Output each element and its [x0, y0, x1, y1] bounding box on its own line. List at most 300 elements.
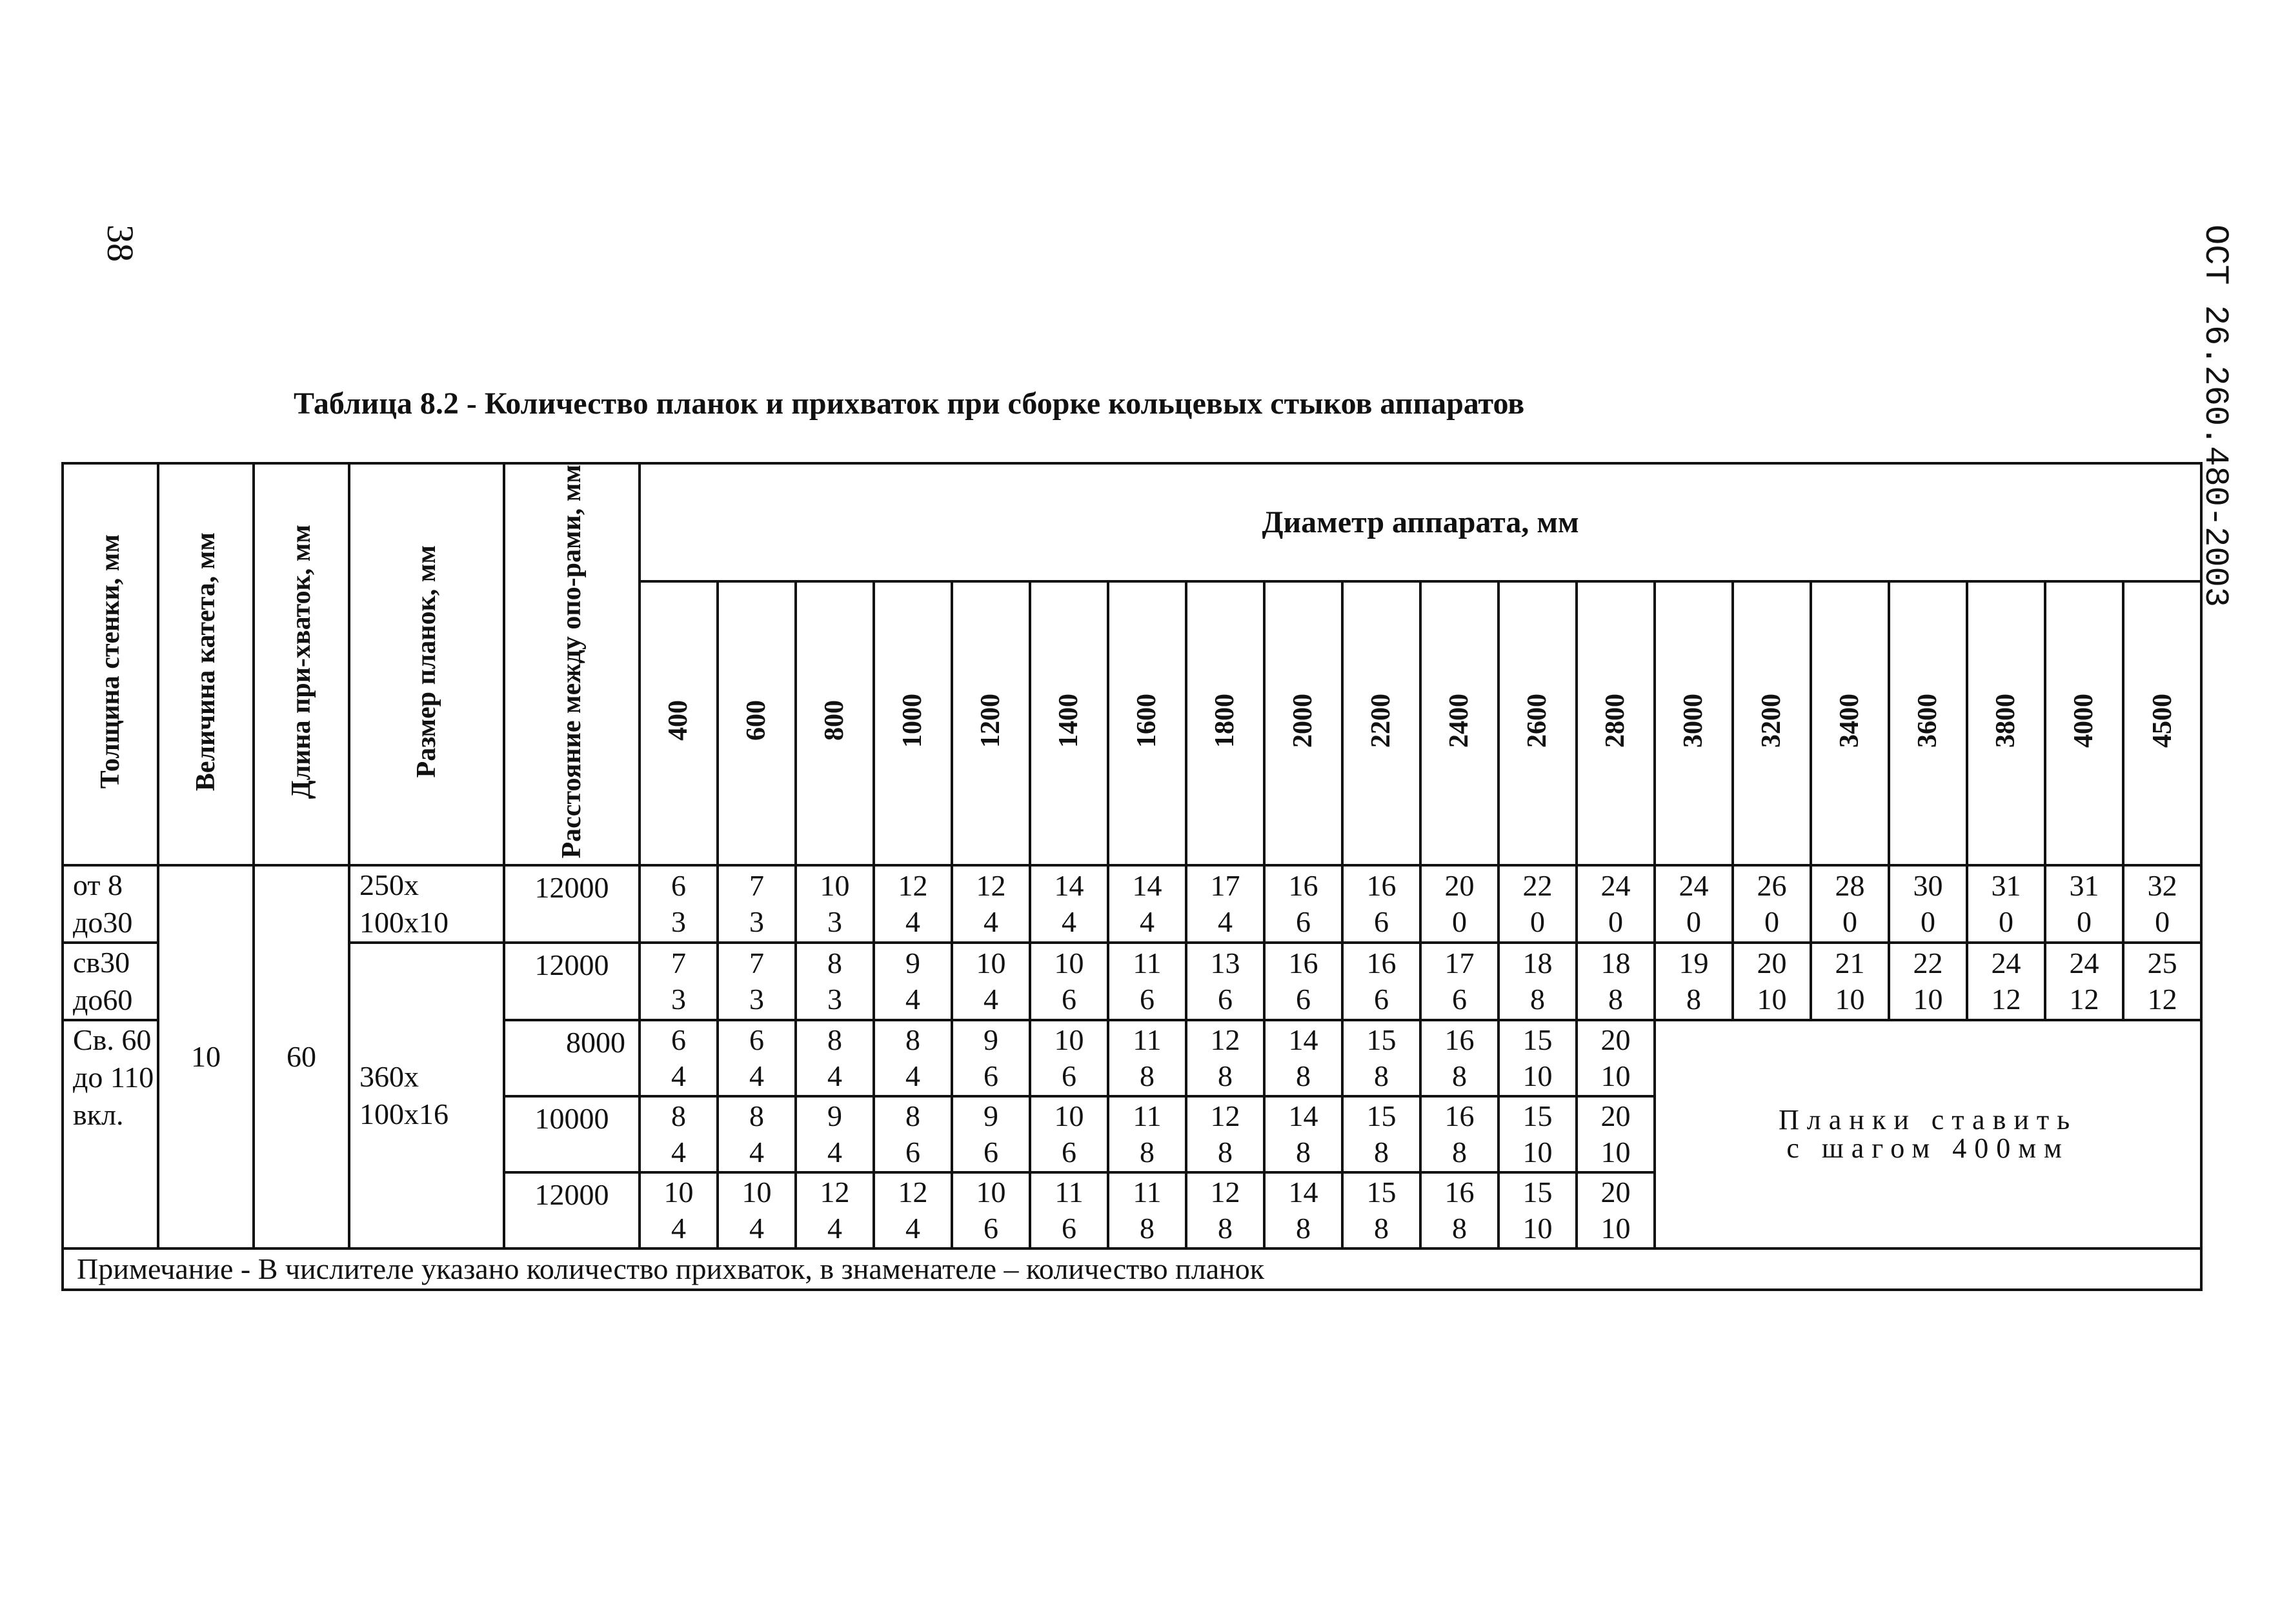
diameter-header [796, 581, 874, 865]
fraction-cell [952, 1096, 1030, 1172]
fraction-cell [718, 943, 796, 1020]
fraction-cell [1030, 865, 1108, 943]
numerator: 9 [827, 1099, 842, 1132]
denominator: 8 [1374, 1059, 1389, 1092]
diameter-label: 2000 [1288, 693, 1318, 748]
diameter-header [1811, 581, 1889, 865]
denominator: 10 [1600, 1135, 1631, 1168]
denominator: 8 [1452, 1059, 1467, 1092]
diameter-header [1498, 581, 1577, 865]
fraction-cell [1811, 865, 1889, 943]
denominator: 0 [1764, 905, 1779, 938]
denominator: 4 [905, 1211, 920, 1245]
denominator: 6 [1062, 1135, 1076, 1168]
numerator: 11 [1133, 1023, 1162, 1056]
diameter-label: 1000 [898, 693, 928, 748]
fraction-cell [1498, 1096, 1577, 1172]
fraction-cell [1342, 1172, 1420, 1248]
numerator: 14 [1054, 868, 1084, 902]
diameter-label: 1800 [1210, 693, 1240, 748]
document-code: ОСТ 26.260.480-2003 [2196, 225, 2234, 607]
fraction-cell [1733, 865, 1811, 943]
denominator: 4 [827, 1059, 842, 1092]
fraction-cell [1420, 1020, 1498, 1096]
numerator: 12 [976, 868, 1006, 902]
denominator: 8 [1608, 982, 1623, 1016]
numerator: 26 [1757, 868, 1787, 902]
diameter-header [1967, 581, 2045, 865]
fraction-cell [1420, 1172, 1498, 1248]
numerator: 10 [976, 1175, 1006, 1208]
fraction-cell [640, 943, 718, 1020]
fraction-cell [1967, 943, 2045, 1020]
numerator: 8 [905, 1099, 920, 1132]
diameter-label: 2600 [1522, 693, 1553, 748]
denominator: 8 [1218, 1135, 1233, 1168]
numerator: 11 [1133, 1099, 1162, 1132]
fraction-cell [1264, 1020, 1342, 1096]
numerator: 9 [984, 1099, 998, 1132]
denominator: 8 [1374, 1135, 1389, 1168]
denominator: 3 [671, 905, 686, 938]
numerator: 11 [1054, 1175, 1084, 1208]
numerator: 6 [671, 1023, 686, 1056]
denominator: 3 [827, 982, 842, 1016]
denominator: 10 [1835, 982, 1865, 1016]
denominator: 0 [1921, 905, 1935, 938]
numerator: 15 [1366, 1023, 1397, 1056]
diameter-label: 3800 [1991, 693, 2021, 748]
diameter-label: 600 [742, 700, 772, 741]
fraction-cell [952, 1020, 1030, 1096]
denominator: 8 [1140, 1211, 1155, 1245]
fraction-cell [718, 1096, 796, 1172]
fraction-cell [1811, 943, 1889, 1020]
denominator: 6 [1218, 982, 1233, 1016]
denominator: 6 [905, 1135, 920, 1168]
fraction-cell [1030, 1020, 1108, 1096]
numerator: 21 [1835, 946, 1865, 979]
numerator: 15 [1522, 1023, 1553, 1056]
numerator: 6 [749, 1023, 764, 1056]
diameter-header [1030, 581, 1108, 865]
diameter-header [1264, 581, 1342, 865]
denominator: 3 [827, 905, 842, 938]
denominator: 8 [1218, 1211, 1233, 1245]
diameter-header [1733, 581, 1811, 865]
numerator: 22 [1522, 868, 1553, 902]
numerator: 16 [1366, 868, 1397, 902]
diameter-label: 2800 [1600, 693, 1631, 748]
fraction-cell [1420, 943, 1498, 1020]
fraction-cell [1186, 943, 1264, 1020]
numerator: 30 [1913, 868, 1943, 902]
denominator: 6 [1062, 1211, 1076, 1245]
fraction-cell [1264, 1172, 1342, 1248]
denominator: 10 [1600, 1059, 1631, 1092]
denominator: 4 [984, 905, 998, 938]
numerator: 10 [742, 1175, 772, 1208]
numerator: 14 [1288, 1023, 1318, 1056]
fraction-cell [874, 1020, 952, 1096]
fraction-cell [1264, 1096, 1342, 1172]
numerator: 16 [1444, 1099, 1475, 1132]
numerator: 20 [1600, 1023, 1631, 1056]
table-body [63, 865, 2201, 1290]
data-table [61, 462, 2203, 1291]
diameter-header [952, 581, 1030, 865]
fraction-cell [1420, 865, 1498, 943]
step-note-line-1: Планки ставить [1779, 1103, 2078, 1136]
thickness-cell: св30 до60 [63, 943, 158, 1020]
diameter-label: 1200 [976, 693, 1006, 748]
denominator: 0 [1530, 905, 1545, 938]
thickness-cell: Св. 60 до 110 вкл. [63, 1020, 158, 1248]
step-note-cell [1655, 1020, 2201, 1248]
diameter-header [1577, 581, 1655, 865]
numerator: 24 [2069, 946, 2099, 979]
denominator: 8 [1686, 982, 1701, 1016]
numerator: 6 [671, 868, 686, 902]
distance-cell: 10000 [504, 1096, 640, 1172]
diameter-header [718, 581, 796, 865]
fraction-cell [1498, 1020, 1577, 1096]
denominator: 6 [984, 1135, 998, 1168]
numerator: 18 [1600, 946, 1631, 979]
numerator: 17 [1444, 946, 1475, 979]
fraction-cell [1264, 943, 1342, 1020]
fraction-cell [1108, 1172, 1186, 1248]
diameter-label: 1400 [1054, 693, 1084, 748]
fraction-cell [718, 1172, 796, 1248]
diameter-header [1342, 581, 1420, 865]
numerator: 14 [1288, 1175, 1318, 1208]
denominator: 4 [905, 905, 920, 938]
fraction-cell [1186, 1020, 1264, 1096]
diameter-header [1420, 581, 1498, 865]
numerator: 8 [827, 1023, 842, 1056]
numerator: 16 [1444, 1023, 1475, 1056]
fraction-cell [1030, 1172, 1108, 1248]
header-support-distance [504, 463, 640, 865]
denominator: 12 [1991, 982, 2021, 1016]
numerator: 17 [1210, 868, 1240, 902]
fraction-cell [1264, 865, 1342, 943]
numerator: 16 [1366, 946, 1397, 979]
fraction-cell [1108, 865, 1186, 943]
numerator: 32 [2147, 868, 2177, 902]
numerator: 9 [905, 946, 920, 979]
denominator: 4 [671, 1059, 686, 1092]
fraction-cell [1577, 943, 1655, 1020]
table-title: Таблица 8.2 - Количество планок и прихваток при сборке кольцевых стыков аппаратов [294, 386, 1525, 421]
denominator: 4 [671, 1135, 686, 1168]
fraction-cell [1420, 1096, 1498, 1172]
denominator: 8 [1296, 1059, 1311, 1092]
fraction-cell [1655, 865, 1733, 943]
distance-cell: 12000 [504, 865, 640, 943]
denominator: 8 [1374, 1211, 1389, 1245]
numerator: 12 [1210, 1175, 1240, 1208]
leg-cell: 10 [158, 865, 254, 1248]
fraction-cell [796, 943, 874, 1020]
diameter-label: 2200 [1366, 693, 1397, 748]
thickness-cell: от 8 до30 [63, 865, 158, 943]
table-row [63, 943, 2201, 1020]
fraction-cell [1186, 1172, 1264, 1248]
diameter-header [1655, 581, 1733, 865]
denominator: 10 [1757, 982, 1787, 1016]
diameter-label: 2400 [1444, 693, 1475, 748]
fraction-cell [2123, 943, 2201, 1020]
numerator: 15 [1366, 1175, 1397, 1208]
fraction-cell [2045, 943, 2123, 1020]
fraction-cell [640, 865, 718, 943]
plate-size-cell: 360х 100х16 [349, 943, 504, 1248]
numerator: 20 [1757, 946, 1787, 979]
plate-size-cell: 250х 100х10 [349, 865, 504, 943]
numerator: 22 [1913, 946, 1943, 979]
fraction-cell [874, 943, 952, 1020]
denominator: 8 [1452, 1135, 1467, 1168]
step-note-line-2: с шагом 400мм [1786, 1132, 2070, 1164]
diameter-label: 3200 [1757, 693, 1787, 748]
denominator: 6 [1296, 982, 1311, 1016]
denominator: 6 [1374, 905, 1389, 938]
diameter-header [2123, 581, 2201, 865]
fraction-cell [1342, 943, 1420, 1020]
distance-cell: 8000 [504, 1020, 640, 1096]
numerator: 8 [905, 1023, 920, 1056]
denominator: 10 [1522, 1135, 1553, 1168]
numerator: 12 [1210, 1023, 1240, 1056]
denominator: 0 [1999, 905, 2013, 938]
header-diameter: Диаметр аппарата, мм [640, 463, 2201, 581]
numerator: 8 [749, 1099, 764, 1132]
header-leg [158, 463, 254, 865]
fraction-cell [640, 1172, 718, 1248]
diameter-header [1889, 581, 1967, 865]
fraction-cell [796, 1096, 874, 1172]
fraction-cell [640, 1096, 718, 1172]
fraction-cell [2123, 865, 2201, 943]
numerator: 25 [2147, 946, 2177, 979]
tack-length-cell: 60 [254, 865, 349, 1248]
diameter-header [1186, 581, 1264, 865]
diameter-header [640, 581, 718, 865]
denominator: 3 [749, 905, 764, 938]
numerator: 9 [984, 1023, 998, 1056]
diameter-label: 3600 [1913, 693, 1943, 748]
denominator: 4 [749, 1135, 764, 1168]
numerator: 14 [1288, 1099, 1318, 1132]
fraction-cell [1889, 943, 1967, 1020]
numerator: 31 [2069, 868, 2099, 902]
fraction-cell [1577, 1096, 1655, 1172]
fraction-cell [1577, 865, 1655, 943]
numerator: 10 [1054, 1023, 1084, 1056]
numerator: 10 [1054, 946, 1084, 979]
numerator: 24 [1600, 868, 1631, 902]
fraction-cell [1108, 1020, 1186, 1096]
numerator: 12 [898, 868, 928, 902]
numerator: 16 [1288, 946, 1318, 979]
denominator: 4 [1218, 905, 1233, 938]
numerator: 7 [749, 946, 764, 979]
header-plate-size-label: Размер планок, мм [411, 545, 441, 778]
diameter-label: 800 [820, 700, 850, 741]
numerator: 8 [671, 1099, 686, 1132]
denominator: 4 [1062, 905, 1076, 938]
fraction-cell [1733, 943, 1811, 1020]
denominator: 3 [671, 982, 686, 1016]
numerator: 15 [1522, 1099, 1553, 1132]
numerator: 14 [1132, 868, 1162, 902]
table-row [63, 865, 2201, 943]
denominator: 4 [671, 1211, 686, 1245]
numerator: 10 [820, 868, 850, 902]
fraction-cell [1498, 1172, 1577, 1248]
fraction-cell [796, 865, 874, 943]
diameter-label: 3000 [1679, 693, 1709, 748]
header-thickness-label: Толщина стенки, мм [95, 534, 125, 789]
numerator: 11 [1133, 946, 1162, 979]
numerator: 7 [749, 868, 764, 902]
denominator: 10 [1522, 1059, 1553, 1092]
denominator: 6 [1296, 905, 1311, 938]
denominator: 6 [1374, 982, 1389, 1016]
numerator: 24 [1679, 868, 1709, 902]
numerator: 10 [976, 946, 1006, 979]
numerator: 24 [1991, 946, 2021, 979]
diameter-label: 4500 [2147, 693, 2177, 748]
denominator: 8 [1296, 1135, 1311, 1168]
denominator: 10 [1913, 982, 1943, 1016]
denominator: 0 [2077, 905, 2092, 938]
numerator: 20 [1444, 868, 1475, 902]
numerator: 8 [827, 946, 842, 979]
header-plate-size [349, 463, 504, 865]
denominator: 0 [1842, 905, 1857, 938]
numerator: 12 [1210, 1099, 1240, 1132]
distance-cell: 12000 [504, 943, 640, 1020]
fraction-cell [1967, 865, 2045, 943]
diameter-label: 400 [663, 700, 694, 741]
diameter-label: 1600 [1132, 693, 1162, 748]
denominator: 4 [905, 1059, 920, 1092]
denominator: 0 [2155, 905, 2170, 938]
numerator: 15 [1366, 1099, 1397, 1132]
diameter-header [1108, 581, 1186, 865]
denominator: 8 [1218, 1059, 1233, 1092]
numerator: 12 [898, 1175, 928, 1208]
denominator: 4 [749, 1059, 764, 1092]
denominator: 8 [1452, 1211, 1467, 1245]
denominator: 6 [1062, 982, 1076, 1016]
numerator: 18 [1522, 946, 1553, 979]
fraction-cell [952, 943, 1030, 1020]
header-thickness [63, 463, 158, 865]
numerator: 10 [1054, 1099, 1084, 1132]
numerator: 28 [1835, 868, 1865, 902]
denominator: 6 [1062, 1059, 1076, 1092]
diameter-label: 3400 [1835, 693, 1865, 748]
fraction-cell [1342, 865, 1420, 943]
fraction-cell [796, 1172, 874, 1248]
header-tack-length [254, 463, 349, 865]
numerator: 13 [1210, 946, 1240, 979]
fraction-cell [1030, 943, 1108, 1020]
fraction-cell [1577, 1020, 1655, 1096]
denominator: 8 [1530, 982, 1545, 1016]
denominator: 4 [749, 1211, 764, 1245]
numerator: 19 [1679, 946, 1709, 979]
fraction-cell [874, 1096, 952, 1172]
fraction-cell [1186, 865, 1264, 943]
fraction-cell [1498, 865, 1577, 943]
denominator: 6 [984, 1059, 998, 1092]
denominator: 4 [827, 1135, 842, 1168]
diameter-header [2045, 581, 2123, 865]
fraction-cell [1030, 1096, 1108, 1172]
fraction-cell [718, 865, 796, 943]
fraction-cell [874, 1172, 952, 1248]
denominator: 8 [1140, 1059, 1155, 1092]
denominator: 0 [1686, 905, 1701, 938]
header-row-1 [63, 463, 2201, 581]
denominator: 0 [1452, 905, 1467, 938]
header-support-distance-label: Расстояние между опо-рами, мм [556, 465, 587, 859]
header-tack-length-label: Длина при-хваток, мм [286, 524, 316, 799]
fraction-cell [640, 1020, 718, 1096]
fraction-cell [796, 1020, 874, 1096]
fraction-cell [952, 1172, 1030, 1248]
denominator: 8 [1140, 1135, 1155, 1168]
header-leg-label: Величина катета, мм [190, 532, 221, 791]
numerator: 10 [663, 1175, 694, 1208]
denominator: 4 [984, 982, 998, 1016]
denominator: 12 [2147, 982, 2177, 1016]
fraction-cell [952, 865, 1030, 943]
numerator: 15 [1522, 1175, 1553, 1208]
denominator: 3 [749, 982, 764, 1016]
distance-cell: 12000 [504, 1172, 640, 1248]
numerator: 12 [820, 1175, 850, 1208]
numerator: 20 [1600, 1175, 1631, 1208]
denominator: 12 [2069, 982, 2099, 1016]
denominator: 6 [1452, 982, 1467, 1016]
fraction-cell [1108, 1096, 1186, 1172]
fraction-cell [2045, 865, 2123, 943]
denominator: 8 [1296, 1211, 1311, 1245]
numerator: 16 [1288, 868, 1318, 902]
fraction-cell [1342, 1020, 1420, 1096]
fraction-cell [1498, 943, 1577, 1020]
denominator: 6 [984, 1211, 998, 1245]
denominator: 10 [1522, 1211, 1553, 1245]
denominator: 4 [905, 982, 920, 1016]
denominator: 4 [1140, 905, 1155, 938]
fraction-cell [1342, 1096, 1420, 1172]
fraction-cell [718, 1020, 796, 1096]
denominator: 6 [1140, 982, 1155, 1016]
denominator: 10 [1600, 1211, 1631, 1245]
fraction-cell [1577, 1172, 1655, 1248]
denominator: 4 [827, 1211, 842, 1245]
numerator: 16 [1444, 1175, 1475, 1208]
fraction-cell [1186, 1096, 1264, 1172]
fraction-cell [1889, 865, 1967, 943]
